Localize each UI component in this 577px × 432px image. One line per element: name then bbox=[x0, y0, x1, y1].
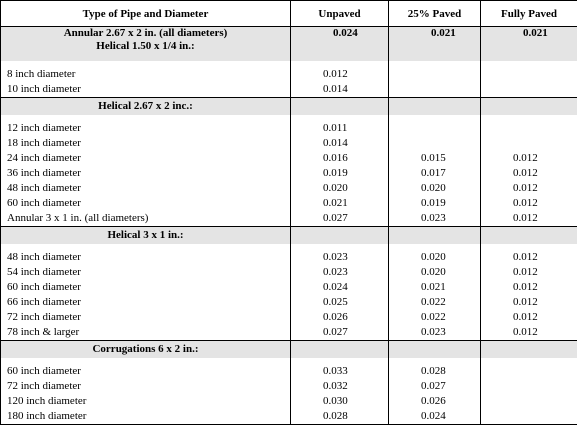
section-title-line: Corrugations 6 x 2 in.: bbox=[92, 343, 199, 355]
unpaved-cell: 0.028 bbox=[291, 409, 389, 425]
pipe-type-cell: 8 inch diameter bbox=[1, 67, 291, 82]
paved-25-cell: 0.022 bbox=[389, 310, 481, 325]
header-type: Type of Pipe and Diameter bbox=[1, 1, 291, 27]
table-row bbox=[1, 379, 577, 394]
paved-25-cell bbox=[389, 67, 481, 82]
unpaved-cell: 0.030 bbox=[291, 394, 389, 409]
fully-paved-cell: 0.012 bbox=[481, 211, 577, 227]
section-25-paved-value bbox=[389, 98, 481, 116]
section-unpaved-value bbox=[291, 98, 389, 116]
unpaved-cell: 0.016 bbox=[291, 151, 389, 166]
table-row bbox=[1, 151, 577, 166]
fully-paved-cell: 0.012 bbox=[481, 295, 577, 310]
pipe-type-cell: 60 inch diameter bbox=[1, 364, 291, 379]
paved-25-cell: 0.023 bbox=[389, 325, 481, 341]
table-row bbox=[1, 121, 577, 136]
fully-paved-cell: 0.012 bbox=[481, 151, 577, 166]
fully-paved-cell bbox=[481, 379, 577, 394]
unpaved-cell: 0.014 bbox=[291, 136, 389, 151]
fully-paved-cell: 0.012 bbox=[481, 181, 577, 196]
pipe-type-cell: 72 inch diameter bbox=[1, 310, 291, 325]
table-row bbox=[1, 364, 577, 379]
fully-paved-cell bbox=[481, 394, 577, 409]
unpaved-cell: 0.011 bbox=[291, 121, 389, 136]
paved-25-cell bbox=[389, 82, 481, 98]
pipe-type-cell: 60 inch diameter bbox=[1, 280, 291, 295]
section-unpaved-value bbox=[291, 227, 389, 245]
table-row bbox=[1, 394, 577, 409]
paved-25-cell bbox=[389, 121, 481, 136]
unpaved-cell: 0.021 bbox=[291, 196, 389, 211]
fully-paved-cell: 0.012 bbox=[481, 265, 577, 280]
pipe-type-cell: 36 inch diameter bbox=[1, 166, 291, 181]
unpaved-cell: 0.027 bbox=[291, 325, 389, 341]
table-row bbox=[1, 409, 577, 425]
paved-25-cell: 0.026 bbox=[389, 394, 481, 409]
table-row bbox=[1, 136, 577, 151]
paved-25-cell: 0.022 bbox=[389, 295, 481, 310]
unpaved-cell: 0.027 bbox=[291, 211, 389, 227]
fully-paved-cell: 0.012 bbox=[481, 325, 577, 341]
section-fully-paved-value bbox=[481, 341, 577, 359]
section-header-row bbox=[1, 98, 577, 116]
unpaved-cell: 0.026 bbox=[291, 310, 389, 325]
pipe-type-cell: 180 inch diameter bbox=[1, 409, 291, 425]
pipe-type-cell: 24 inch diameter bbox=[1, 151, 291, 166]
paved-25-cell: 0.028 bbox=[389, 364, 481, 379]
paved-25-cell: 0.019 bbox=[389, 196, 481, 211]
pipe-type-cell: 78 inch & larger bbox=[1, 325, 291, 341]
section-title bbox=[1, 27, 291, 62]
paved-25-cell: 0.020 bbox=[389, 265, 481, 280]
section-title-line: Helical 1.50 x 1/4 in.: bbox=[96, 40, 195, 52]
pipe-type-cell: 10 inch diameter bbox=[1, 82, 291, 98]
pipe-type-cell: 54 inch diameter bbox=[1, 265, 291, 280]
unpaved-cell: 0.032 bbox=[291, 379, 389, 394]
fully-paved-cell bbox=[481, 136, 577, 151]
fully-paved-cell bbox=[481, 121, 577, 136]
header-row bbox=[1, 1, 577, 27]
table-row bbox=[1, 181, 577, 196]
paved-25-cell: 0.020 bbox=[389, 181, 481, 196]
paved-25-cell: 0.021 bbox=[389, 280, 481, 295]
section-title-line: Helical 2.67 x 2 inc.: bbox=[98, 100, 193, 112]
unpaved-cell: 0.025 bbox=[291, 295, 389, 310]
section-title-line: Helical 3 x 1 in.: bbox=[107, 229, 184, 241]
pipe-type-cell: 48 inch diameter bbox=[1, 181, 291, 196]
paved-25-cell: 0.017 bbox=[389, 166, 481, 181]
table-row bbox=[1, 211, 577, 227]
paved-25-cell: 0.020 bbox=[389, 250, 481, 265]
unpaved-cell: 0.020 bbox=[291, 181, 389, 196]
section-title bbox=[1, 227, 291, 245]
pipe-type-cell: 72 inch diameter bbox=[1, 379, 291, 394]
section-header-row bbox=[1, 227, 577, 245]
table-row bbox=[1, 196, 577, 211]
section-25-paved-value bbox=[389, 227, 481, 245]
table-row bbox=[1, 250, 577, 265]
unpaved-cell: 0.033 bbox=[291, 364, 389, 379]
table-header bbox=[1, 1, 577, 27]
header-unpaved: Unpaved bbox=[291, 1, 389, 27]
fully-paved-cell bbox=[481, 409, 577, 425]
unpaved-cell: 0.019 bbox=[291, 166, 389, 181]
paved-25-cell bbox=[389, 136, 481, 151]
unpaved-cell: 0.012 bbox=[291, 67, 389, 82]
paved-25-cell: 0.023 bbox=[389, 211, 481, 227]
pipe-type-cell: 12 inch diameter bbox=[1, 121, 291, 136]
section-header-row bbox=[1, 27, 577, 62]
section-header-row bbox=[1, 341, 577, 359]
section-fully-paved-value bbox=[481, 227, 577, 245]
section-fully-paved-value: 0.021 bbox=[481, 27, 577, 62]
section-25-paved-value bbox=[389, 341, 481, 359]
section-title bbox=[1, 98, 291, 116]
table-row bbox=[1, 166, 577, 181]
paved-25-cell: 0.027 bbox=[389, 379, 481, 394]
paved-25-cell: 0.015 bbox=[389, 151, 481, 166]
fully-paved-cell: 0.012 bbox=[481, 310, 577, 325]
section-unpaved-value: 0.024 bbox=[291, 27, 389, 62]
table-row bbox=[1, 67, 577, 82]
section-fully-paved-value bbox=[481, 98, 577, 116]
header-25-paved: 25% Paved bbox=[389, 1, 481, 27]
table-row bbox=[1, 82, 577, 98]
unpaved-cell: 0.023 bbox=[291, 265, 389, 280]
table-row bbox=[1, 280, 577, 295]
paved-25-cell: 0.024 bbox=[389, 409, 481, 425]
pipe-type-cell: 18 inch diameter bbox=[1, 136, 291, 151]
table-row bbox=[1, 310, 577, 325]
fully-paved-cell: 0.012 bbox=[481, 280, 577, 295]
section-title bbox=[1, 341, 291, 359]
unpaved-cell: 0.023 bbox=[291, 250, 389, 265]
unpaved-cell: 0.024 bbox=[291, 280, 389, 295]
section-25-paved-value: 0.021 bbox=[389, 27, 481, 62]
fully-paved-cell bbox=[481, 82, 577, 98]
fully-paved-cell: 0.012 bbox=[481, 166, 577, 181]
section-unpaved-value bbox=[291, 341, 389, 359]
fully-paved-cell: 0.012 bbox=[481, 196, 577, 211]
pipe-type-cell: 48 inch diameter bbox=[1, 250, 291, 265]
pipe-type-cell: 60 inch diameter bbox=[1, 196, 291, 211]
table-row bbox=[1, 325, 577, 341]
pipe-type-cell: Annular 3 x 1 in. (all diameters) bbox=[1, 211, 291, 227]
unpaved-cell: 0.014 bbox=[291, 82, 389, 98]
fully-paved-cell bbox=[481, 364, 577, 379]
fully-paved-cell: 0.012 bbox=[481, 250, 577, 265]
table-row bbox=[1, 295, 577, 310]
table-body bbox=[1, 27, 577, 425]
header-fully-paved: Fully Paved bbox=[481, 1, 577, 27]
table-row bbox=[1, 265, 577, 280]
pipe-type-cell: 66 inch diameter bbox=[1, 295, 291, 310]
fully-paved-cell bbox=[481, 67, 577, 82]
pipe-type-cell: 120 inch diameter bbox=[1, 394, 291, 409]
section-title-line: Annular 2.67 x 2 in. (all diameters) bbox=[63, 27, 228, 39]
